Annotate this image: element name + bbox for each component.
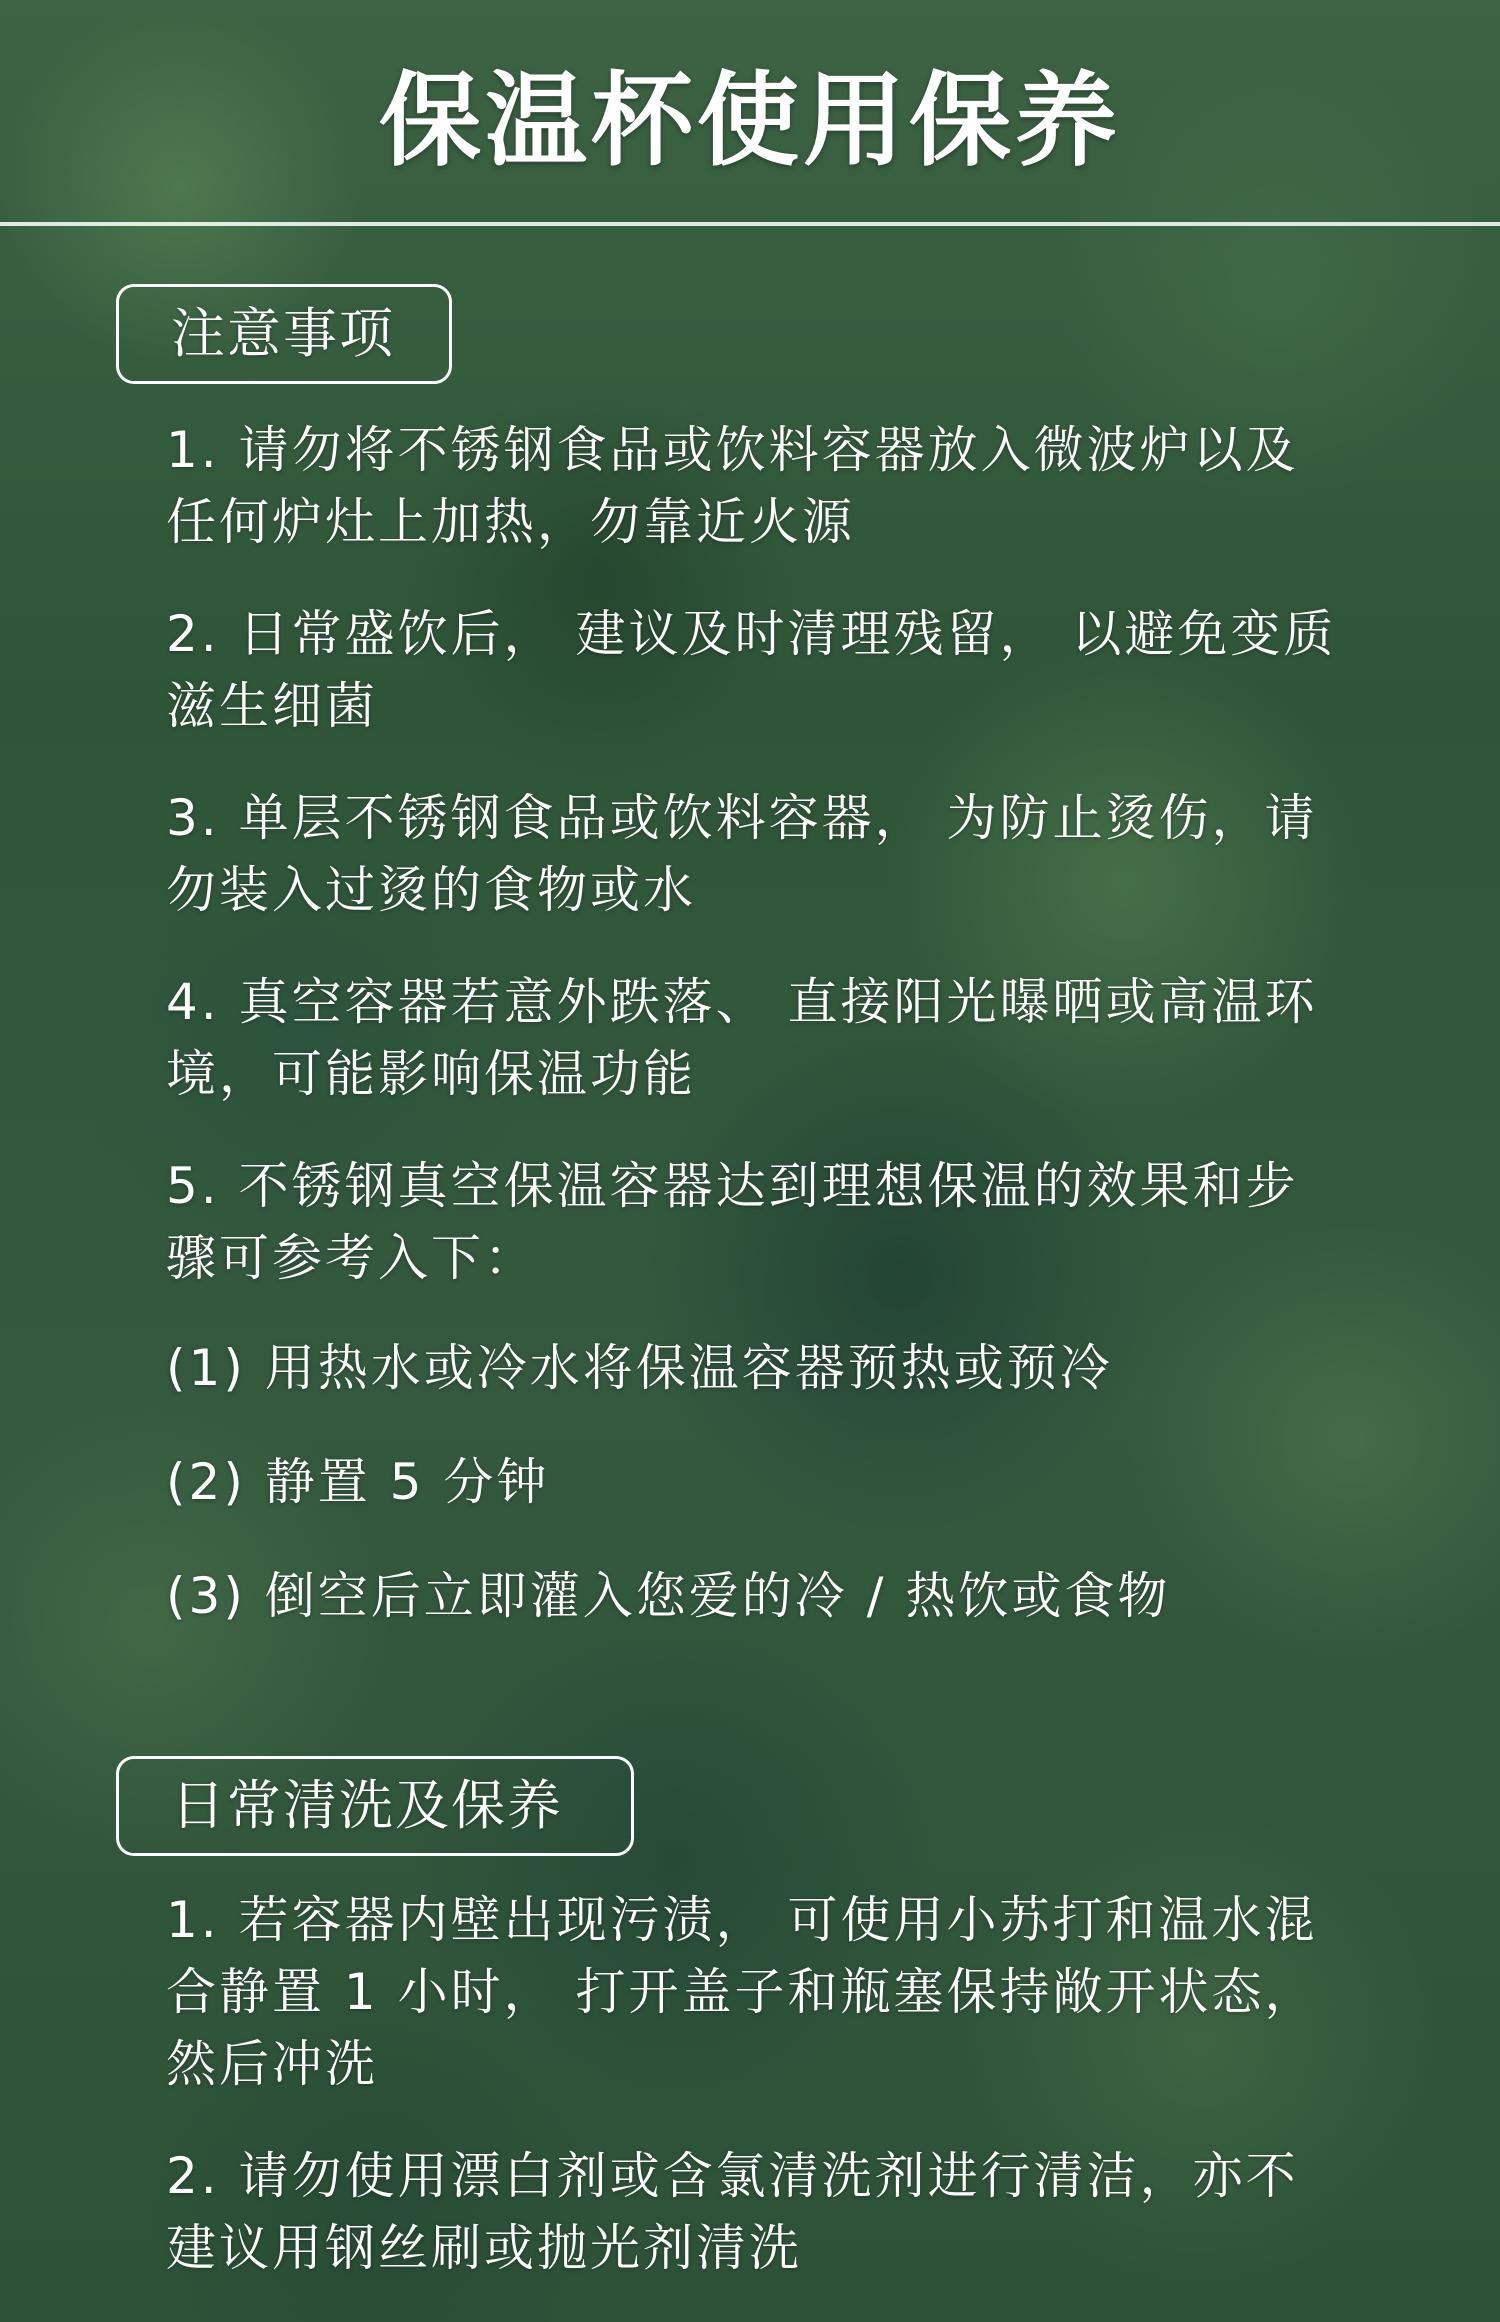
section-label-precautions: 注意事项 bbox=[116, 284, 452, 384]
precaution-step-3: (3) 倒空后立即灌入您爱的冷 / 热饮或食物 bbox=[166, 1567, 1171, 1625]
precaution-item-5: 5. 不锈钢真空保温容器达到理想保温的效果和步骤可参考入下： bbox=[166, 1157, 1299, 1287]
section-label-cleaning: 日常清洗及保养 bbox=[116, 1756, 634, 1856]
page-title: 保温杯使用保养 bbox=[379, 62, 1121, 181]
precaution-item-3: 3. 单层不锈钢食品或饮料容器， 为防止烫伤，请勿装入过烫的食物或水 bbox=[166, 789, 1318, 919]
cleaning-item-1: 1. 若容器内壁出现污渍， 可使用小苏打和温水混合静置 1 小时， 打开盖子和瓶塞保持敞开状态，然后冲洗 bbox=[166, 1891, 1318, 2093]
precaution-step-2: (2) 静置 5 分钟 bbox=[166, 1453, 550, 1511]
precaution-item-2: 2. 日常盛饮后， 建议及时清理残留， 以避免变质滋生细菌 bbox=[166, 605, 1337, 735]
precaution-item-1: 1. 请勿将不锈钢食品或饮料容器放入微波炉以及任何炉灶上加热，勿靠近火源 bbox=[166, 421, 1299, 551]
cleaning-item-2: 2. 请勿使用漂白剂或含氯清洗剂进行清洁，亦不建议用钢丝刷或抛光剂清洗 bbox=[166, 2147, 1299, 2277]
precaution-step-1: (1) 用热水或冷水将保温容器预热或预冷 bbox=[166, 1339, 1113, 1397]
title-divider bbox=[0, 222, 1500, 226]
precaution-item-4: 4. 真空容器若意外跌落、 直接阳光曝晒或高温环境，可能影响保温功能 bbox=[166, 973, 1318, 1103]
